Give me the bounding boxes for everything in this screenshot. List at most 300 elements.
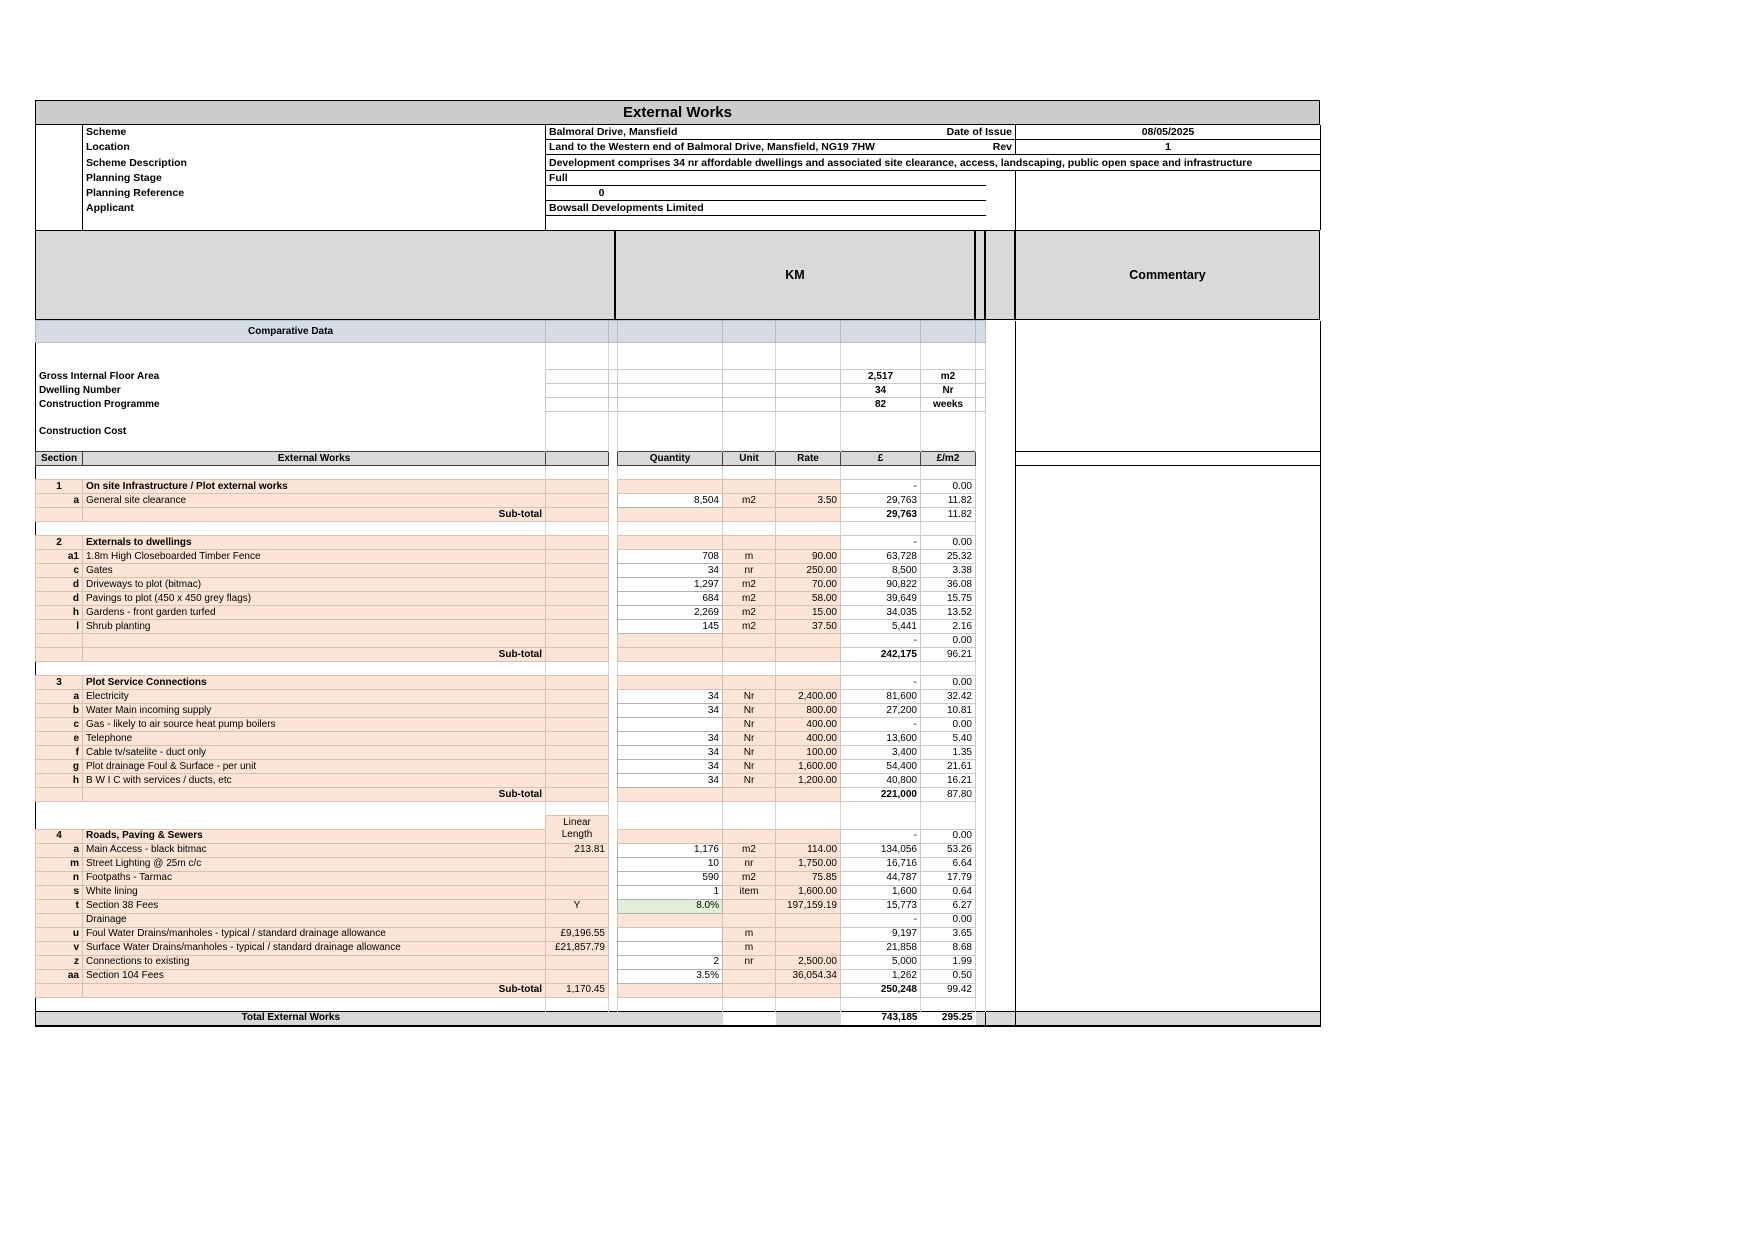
- gap-cell: [609, 718, 618, 732]
- gap-cell: [976, 536, 986, 550]
- commentary-cell: [1016, 384, 1321, 398]
- right-spacer-cell: [986, 480, 1016, 494]
- per-m2-cell: 1.99: [921, 955, 976, 969]
- gap-cell: [609, 480, 618, 494]
- quantity-cell: 34: [618, 774, 723, 788]
- commentary-cell: [1016, 648, 1321, 662]
- gap-cell: [976, 927, 986, 941]
- row-subtotal: [36, 983, 1321, 997]
- unit-cell: [723, 899, 776, 913]
- pounds-cell: -: [841, 480, 921, 494]
- commentary-cell: [1016, 857, 1321, 871]
- unit-cell: m: [723, 941, 776, 955]
- comparative-empty-cell: [546, 398, 609, 412]
- row-item: [36, 885, 1321, 899]
- commentary-cell: [1016, 802, 1321, 816]
- blank-cell: [976, 466, 986, 480]
- blank-cell: [841, 412, 921, 426]
- row-item: [36, 704, 1321, 718]
- gap-cell: [976, 578, 986, 592]
- gap-cell: [976, 606, 986, 620]
- commentary-cell: [1016, 634, 1321, 648]
- blank-cell: [546, 662, 609, 676]
- item-description: Foul Water Drains/manholes - typical / standard drainage allowance: [83, 927, 546, 941]
- blank-cell: [618, 662, 723, 676]
- gap-cell: [609, 955, 618, 969]
- row-item: [36, 592, 1321, 606]
- commentary-cell: [1016, 690, 1321, 704]
- quantity-cell: [618, 634, 723, 648]
- item-description: Main Access - black bitmac: [83, 843, 546, 857]
- pounds-cell: 1,600: [841, 885, 921, 899]
- row-item: [36, 620, 1321, 634]
- subtotal-pounds: 250,248: [841, 983, 921, 997]
- rate-cell: 3.50: [776, 494, 841, 508]
- row-comp: [36, 370, 1321, 384]
- item-code: m: [36, 857, 83, 871]
- extra-cell: [546, 871, 609, 885]
- unit-cell: m2: [723, 620, 776, 634]
- gap-cell: [609, 676, 618, 690]
- gap-cell: [976, 746, 986, 760]
- info-label: Scheme Description: [86, 156, 187, 169]
- section-number: 4: [36, 829, 83, 843]
- per-m2-cell: 0.64: [921, 885, 976, 899]
- comparative-band-cell: [776, 321, 841, 343]
- right-spacer-cell: [986, 536, 1016, 550]
- blank-cell: [841, 816, 921, 830]
- per-m2-cell: 16.21: [921, 774, 976, 788]
- subtotal-label: Sub-total: [83, 648, 546, 662]
- info-right-value: [1016, 216, 1321, 231]
- gap-cell: [609, 704, 618, 718]
- blank-cell: [83, 356, 546, 370]
- gap-cell: [609, 536, 618, 550]
- item-description: Surface Water Drains/manholes - typical / standard drainage allowance: [83, 941, 546, 955]
- blank-cell: [36, 466, 83, 480]
- blank-cell: [921, 802, 976, 816]
- blank-cell: [546, 343, 609, 357]
- info-right-label: [986, 216, 1016, 231]
- per-m2-cell: 53.26: [921, 843, 976, 857]
- item-description: Water Main incoming supply: [83, 704, 546, 718]
- pounds-cell: 63,728: [841, 550, 921, 564]
- comparative-empty-cell: [776, 384, 841, 398]
- info-label: Location: [86, 141, 130, 153]
- rate-cell: 400.00: [776, 732, 841, 746]
- row-comp: [36, 384, 1321, 398]
- right-spacer-cell: [986, 412, 1016, 426]
- unit-cell: Nr: [723, 774, 776, 788]
- unit-cell: [723, 1011, 776, 1026]
- section-title: Roads, Paving & Sewers: [83, 829, 546, 843]
- extra-cell: 213.81: [546, 843, 609, 857]
- quantity-cell: 34: [618, 746, 723, 760]
- per-m2-cell: 0.00: [921, 480, 976, 494]
- blank-cell: [723, 997, 776, 1011]
- right-spacer-cell: [986, 969, 1016, 983]
- row-item: [36, 774, 1321, 788]
- item-description: Gates: [83, 564, 546, 578]
- quantity-cell: 2: [618, 955, 723, 969]
- per-m2-cell: 13.52: [921, 606, 976, 620]
- comparative-band-cell: [841, 321, 921, 343]
- blank-cell: [921, 425, 976, 438]
- blank-cell: [618, 816, 723, 830]
- per-m2-cell: 0.00: [921, 718, 976, 732]
- row-item: [36, 871, 1321, 885]
- item-code: n: [36, 871, 83, 885]
- comparative-empty-cell: [776, 398, 841, 412]
- gap-cell: [609, 564, 618, 578]
- commentary-cell: [1016, 620, 1321, 634]
- commentary-cell: [1016, 508, 1321, 522]
- per-m2-cell: 17.79: [921, 871, 976, 885]
- item-description: Street Lighting @ 25m c/c: [83, 857, 546, 871]
- unit-cell: m: [723, 927, 776, 941]
- right-spacer-cell: [986, 662, 1016, 676]
- comparative-band-cell: [609, 321, 618, 343]
- right-spacer-cell: [986, 885, 1016, 899]
- blank-cell: [83, 438, 546, 452]
- item-description: Drainage: [83, 913, 546, 927]
- commentary-cell: [1016, 927, 1321, 941]
- item-description: Connections to existing: [83, 955, 546, 969]
- item-code: g: [36, 760, 83, 774]
- section-number: [36, 648, 83, 662]
- extra-cell: [546, 564, 609, 578]
- extra-cell: [546, 592, 609, 606]
- section-number: [36, 983, 83, 997]
- pounds-cell: 44,787: [841, 871, 921, 885]
- blank-cell: [618, 522, 723, 536]
- blank-cell: [976, 412, 986, 426]
- item-description: Electricity: [83, 690, 546, 704]
- comparative-unit: Nr: [921, 384, 976, 398]
- total-per-m2: 295.25: [921, 1011, 976, 1026]
- extra-cell: £21,857.79: [546, 941, 609, 955]
- right-spacer-cell: [986, 829, 1016, 843]
- row-colheader: [36, 452, 1321, 466]
- info-value: 0: [546, 186, 986, 201]
- comparative-empty-cell: [609, 398, 618, 412]
- gap-cell: [976, 913, 986, 927]
- per-m2-cell: 8.68: [921, 941, 976, 955]
- unit-cell: m2: [723, 578, 776, 592]
- commentary-cell: [1016, 676, 1321, 690]
- extra-cell: [546, 704, 609, 718]
- right-spacer-cell: [986, 522, 1016, 536]
- right-spacer-cell: [986, 718, 1016, 732]
- extra-cell: [546, 480, 609, 494]
- row-item: [36, 760, 1321, 774]
- commentary-cell: [1016, 1011, 1321, 1026]
- gap-cell: [609, 927, 618, 941]
- pounds-cell: -: [841, 536, 921, 550]
- item-code: b: [36, 704, 83, 718]
- blank-cell: [841, 343, 921, 357]
- extra-cell: [546, 634, 609, 648]
- info-label: Planning Reference: [86, 187, 185, 199]
- blank-cell: [36, 522, 83, 536]
- gap-cell: [976, 885, 986, 899]
- row-item: [36, 857, 1321, 871]
- commentary-cell: [1016, 343, 1321, 357]
- blank-cell: [921, 356, 976, 370]
- row-blank: [36, 343, 1321, 357]
- blank-cell: [36, 356, 83, 370]
- item-description: General site clearance: [83, 494, 546, 508]
- per-m2-cell: 0.00: [921, 536, 976, 550]
- item-code: e: [36, 732, 83, 746]
- blank-cell: [841, 438, 921, 452]
- rate-cell: 2,400.00: [776, 690, 841, 704]
- quantity-cell: 34: [618, 704, 723, 718]
- commentary-cell: [1016, 871, 1321, 885]
- rate-cell: 15.00: [776, 606, 841, 620]
- quantity-cell: [618, 829, 723, 843]
- right-spacer-cell: [986, 438, 1016, 452]
- unit-cell: [723, 913, 776, 927]
- pounds-cell: 81,600: [841, 690, 921, 704]
- quantity-cell: 684: [618, 592, 723, 606]
- right-spacer-cell: [986, 592, 1016, 606]
- blank-cell: [618, 356, 723, 370]
- blank-cell: [36, 802, 83, 816]
- item-description: White lining: [83, 885, 546, 899]
- info-row: [36, 186, 1321, 201]
- subtotal-pounds: 29,763: [841, 508, 921, 522]
- row-blank: [36, 466, 1321, 480]
- right-spacer-cell: [986, 384, 1016, 398]
- blank-cell: [841, 662, 921, 676]
- extra-cell: [546, 508, 609, 522]
- subtotal-empty-cell: [776, 508, 841, 522]
- per-m2-cell: 36.08: [921, 578, 976, 592]
- info-label: [83, 216, 546, 231]
- blank-cell: [609, 522, 618, 536]
- blank-cell: [776, 802, 841, 816]
- row-section: [36, 480, 1321, 494]
- commentary-cell: [1016, 774, 1321, 788]
- row-blank: [36, 356, 1321, 370]
- band-gap-2: [985, 230, 1015, 320]
- right-spacer-cell: [986, 321, 1016, 343]
- blank-cell: [36, 343, 83, 357]
- gap-cell: [976, 871, 986, 885]
- row-caption: [36, 425, 1321, 438]
- blank-cell: [921, 662, 976, 676]
- unit-cell: m2: [723, 494, 776, 508]
- gap-cell: [609, 843, 618, 857]
- right-spacer-cell: [986, 634, 1016, 648]
- gap-cell: [609, 941, 618, 955]
- per-m2-cell: 0.00: [921, 676, 976, 690]
- gap-cell: [976, 592, 986, 606]
- info-right-label: [986, 201, 1016, 216]
- pounds-cell: 39,649: [841, 592, 921, 606]
- blank-cell: [921, 438, 976, 452]
- rate-cell: 2,500.00: [776, 955, 841, 969]
- blank-cell: [723, 802, 776, 816]
- right-spacer-cell: [986, 913, 1016, 927]
- extra-cell: 1,170.45: [546, 983, 609, 997]
- info-left-spacer: [36, 216, 83, 231]
- pounds-cell: -: [841, 718, 921, 732]
- quantity-cell: 3.5%: [618, 969, 723, 983]
- blank-cell: [723, 438, 776, 452]
- info-row: [36, 155, 1321, 171]
- commentary-cell: [1016, 398, 1321, 412]
- section-title: Externals to dwellings: [83, 536, 546, 550]
- rate-cell: 37.50: [776, 620, 841, 634]
- item-description: Footpaths - Tarmac: [83, 871, 546, 885]
- header-per-m2: £/m2: [921, 452, 976, 466]
- right-spacer-cell: [986, 760, 1016, 774]
- gap-cell: [609, 550, 618, 564]
- commentary-cell: [1016, 438, 1321, 452]
- gap-cell: [976, 788, 986, 802]
- blank-cell: [841, 997, 921, 1011]
- commentary-cell: [1016, 592, 1321, 606]
- info-right-label: Rev: [986, 140, 1016, 155]
- blank-cell: [618, 997, 723, 1011]
- comparative-empty-cell: [723, 398, 776, 412]
- blank-cell: [83, 662, 546, 676]
- info-row: [36, 125, 1321, 140]
- right-spacer-cell: [986, 788, 1016, 802]
- rate-cell: [776, 941, 841, 955]
- item-code: [36, 634, 83, 648]
- blank-cell: [976, 356, 986, 370]
- info-left-spacer: [36, 155, 83, 171]
- per-m2-cell: 6.27: [921, 899, 976, 913]
- subtotal-empty-cell: [723, 983, 776, 997]
- per-m2-cell: 0.00: [921, 634, 976, 648]
- subtotal-empty-cell: [723, 508, 776, 522]
- per-m2-cell: 6.64: [921, 857, 976, 871]
- info-left-spacer: [36, 125, 83, 140]
- row-item: [36, 927, 1321, 941]
- blank-cell: [841, 466, 921, 480]
- gap-cell: [976, 704, 986, 718]
- extra-cell: [546, 536, 609, 550]
- info-right-value: 08/05/2025: [1016, 125, 1321, 140]
- extra-cell: [546, 550, 609, 564]
- subtotal-per-m2: 99.42: [921, 983, 976, 997]
- comparative-empty-cell: [618, 384, 723, 398]
- row-item: [36, 941, 1321, 955]
- section-number: 2: [36, 536, 83, 550]
- info-right-label: [986, 186, 1016, 201]
- rate-cell: 250.00: [776, 564, 841, 578]
- row-item: [36, 606, 1321, 620]
- rate-cell: 1,750.00: [776, 857, 841, 871]
- blank-cell: [618, 425, 723, 438]
- blank-cell: [723, 412, 776, 426]
- row-subtotal: [36, 788, 1321, 802]
- blank-cell: [36, 412, 83, 426]
- blank-cell: [546, 425, 609, 438]
- blank-cell: [723, 662, 776, 676]
- info-left-spacer: [36, 140, 83, 155]
- item-code: h: [36, 606, 83, 620]
- right-spacer-cell: [986, 871, 1016, 885]
- comparative-band-cell: [921, 321, 976, 343]
- blank-cell: [546, 997, 609, 1011]
- extra-cell: [546, 955, 609, 969]
- pounds-cell: 5,000: [841, 955, 921, 969]
- comparative-label: Construction Programme: [39, 398, 160, 410]
- gap-cell: [609, 746, 618, 760]
- subtotal-per-m2: 11.82: [921, 508, 976, 522]
- pounds-cell: 5,441: [841, 620, 921, 634]
- info-value: Balmoral Drive, Mansfield: [546, 125, 986, 140]
- blank-cell: [546, 356, 609, 370]
- info-right-value: [1016, 171, 1321, 186]
- rate-cell: [776, 1011, 841, 1026]
- comparative-label: Gross Internal Floor Area: [39, 370, 160, 382]
- unit-cell: m2: [723, 606, 776, 620]
- commentary-cell: [1016, 425, 1321, 438]
- blank-cell: [776, 425, 841, 438]
- per-m2-cell: 0.50: [921, 969, 976, 983]
- unit-cell: Nr: [723, 690, 776, 704]
- subtotal-empty-cell: [618, 648, 723, 662]
- unit-cell: Nr: [723, 718, 776, 732]
- comparative-data-header: Comparative Data: [36, 321, 546, 343]
- commentary-cell: [1016, 494, 1321, 508]
- extra-cell: [546, 718, 609, 732]
- extra-cell: [546, 913, 609, 927]
- gap-cell: [976, 676, 986, 690]
- quantity-cell: 8,504: [618, 494, 723, 508]
- unit-cell: [723, 480, 776, 494]
- subtotal-empty-cell: [618, 983, 723, 997]
- blank-cell: [36, 662, 83, 676]
- row-item: [36, 634, 1321, 648]
- subtotal-empty-cell: [723, 648, 776, 662]
- header-rate: Rate: [776, 452, 841, 466]
- blank-cell: [776, 522, 841, 536]
- right-spacer-cell: [986, 466, 1016, 480]
- gap-cell: [976, 857, 986, 871]
- unit-cell: nr: [723, 955, 776, 969]
- per-m2-cell: 3.65: [921, 927, 976, 941]
- right-spacer-cell: [986, 690, 1016, 704]
- section-title: On site Infrastructure / Plot external works: [83, 480, 546, 494]
- right-spacer-cell: [986, 398, 1016, 412]
- gap-cell: [609, 620, 618, 634]
- blank-cell: [776, 466, 841, 480]
- blank-cell: [921, 522, 976, 536]
- info-row: [36, 201, 1321, 216]
- subtotal-empty-cell: [618, 788, 723, 802]
- gap-cell: [976, 494, 986, 508]
- commentary-cell: [1016, 662, 1321, 676]
- per-m2-cell: 32.42: [921, 690, 976, 704]
- header-section: Section: [36, 452, 83, 466]
- unit-cell: m2: [723, 843, 776, 857]
- blank-cell: [83, 466, 546, 480]
- info-row: [36, 140, 1321, 155]
- row-item: [36, 690, 1321, 704]
- info-right-value: [1016, 186, 1321, 201]
- row-item: [36, 843, 1321, 857]
- unit-cell: m: [723, 550, 776, 564]
- row-item: [36, 494, 1321, 508]
- unit-cell: Nr: [723, 704, 776, 718]
